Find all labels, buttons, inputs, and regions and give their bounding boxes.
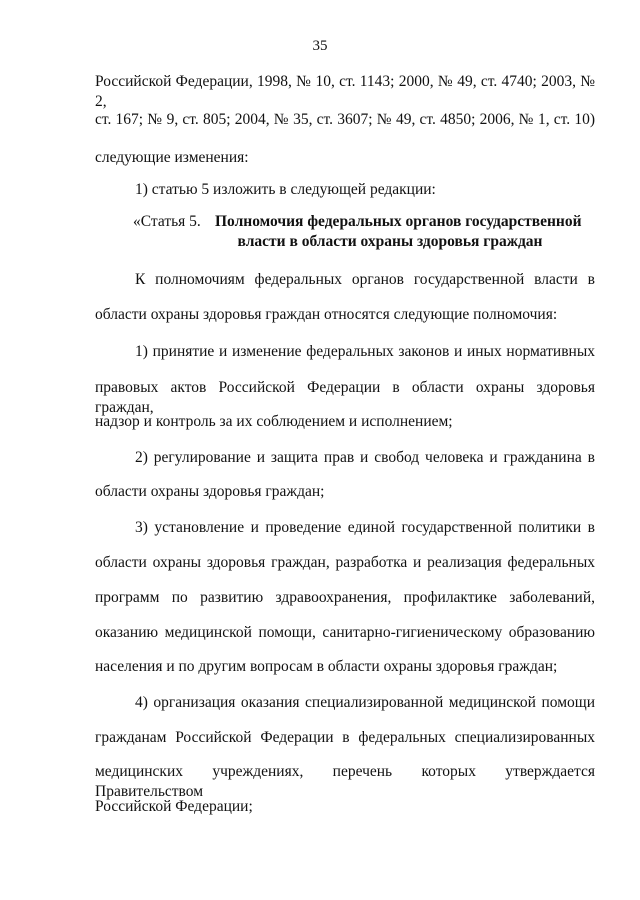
text-line: Российской Федерации, 1998, № 10, ст. 1143; 2000, № 49, ст. 4740; 2003, № 2, [95, 73, 595, 110]
text-line: 4) организация оказания специализированной медицинской помощи [135, 694, 595, 711]
text-line: области охраны здоровья граждан; [95, 483, 325, 500]
article-title-line-1: Полномочия федеральных органов государственной [215, 213, 582, 230]
text-line: 1) принятие и изменение федеральных законов и иных нормативных [135, 343, 595, 360]
text-line: медицинских учреждениях, перечень которых утверждается Правительством [95, 763, 595, 800]
text-line: области охраны здоровья граждан, разработка и реализация федеральных [95, 554, 595, 571]
text-line: правовых актов Российской Федерации в области охраны здоровья граждан, [95, 379, 595, 416]
text-line: ст. 167; № 9, ст. 805; 2004, № 35, ст. 3607; № 49, ст. 4850; 2006, № 1, ст. 10) [95, 111, 595, 128]
text-line: 2) регулирование и защита прав и свобод человека и гражданина в [135, 449, 595, 466]
text-line: К полномочиям федеральных органов государственной власти в [135, 271, 595, 288]
text-line: оказанию медицинской помощи, санитарно-гигиеническому образованию [95, 624, 595, 641]
text-line: надзор и контроль за их соблюдением и исполнением; [95, 413, 453, 430]
text-line: гражданам Российской Федерации в федеральных специализированных [95, 729, 595, 746]
text-line: 3) установление и проведение единой государственной политики в [135, 519, 595, 536]
text-line: программ по развитию здравоохранения, профилактике заболеваний, [95, 589, 595, 606]
text-line: населения и по другим вопросам в области охраны здоровья граждан; [95, 658, 558, 675]
text-line: области охраны здоровья граждан относятся следующие полномочия: [95, 306, 558, 323]
article-label: «Статья 5. [133, 213, 201, 230]
text-line: Российской Федерации; [95, 798, 253, 815]
text-line: следующие изменения: [95, 149, 249, 166]
page-number: 35 [312, 38, 328, 54]
article-title-line-2: власти в области охраны здоровья граждан [237, 233, 543, 250]
text-line: 1) статью 5 изложить в следующей редакции: [135, 181, 436, 198]
